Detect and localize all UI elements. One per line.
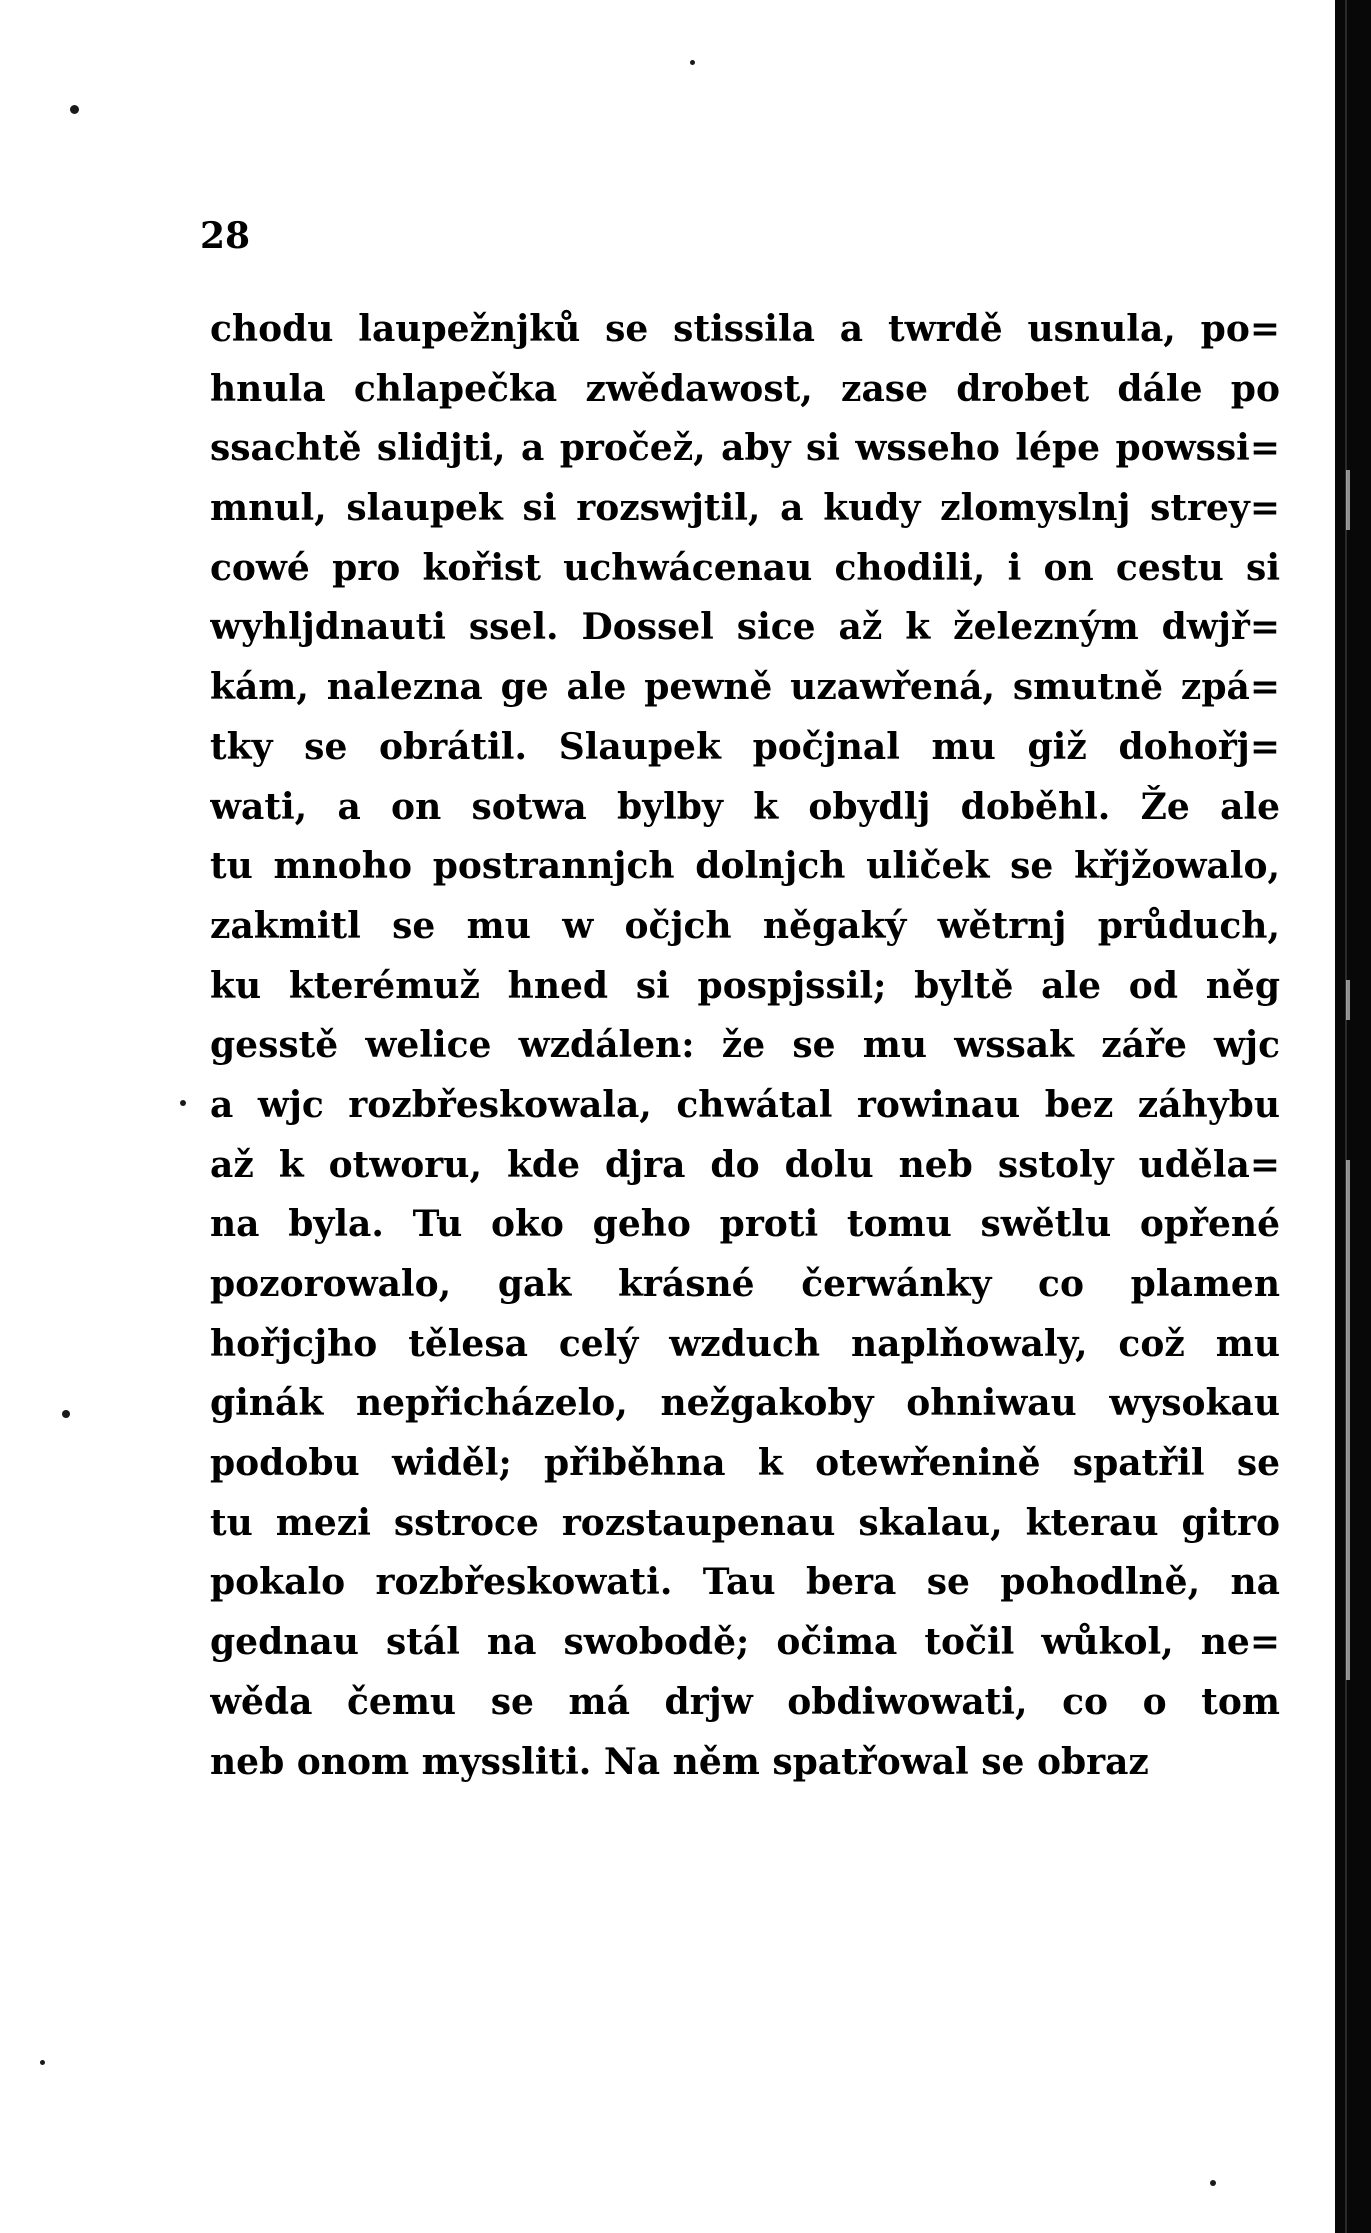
text-body: [210, 300, 1280, 1792]
text-line: na byla. Tu oko geho proti tomu swětlu opřené: [210, 1203, 1280, 1246]
text-line: tu mezi sstroce rozstaupenau skalau, kterau gitro: [210, 1501, 1280, 1544]
text-line: až k otworu, kde djra do dolu neb sstoly uděla=: [210, 1143, 1280, 1186]
paper-speck: [70, 105, 79, 114]
text-line: gesstě welice wzdálen: že se mu wssak záře wjc: [210, 1024, 1280, 1067]
text-line: chodu laupežnjků se stissila a twrdě usnula, po=: [210, 308, 1280, 350]
page-edge-highlight: [1346, 1160, 1350, 1680]
text-line: wati, a on sotwa bylby k obydlj doběhl. Že ale: [210, 785, 1280, 828]
text-line: wyhljdnauti ssel. Dossel sice až k železným dwjř=: [210, 606, 1280, 649]
text-line: ssachtě slidjti, a pročež, aby si wsseho lépe powssi=: [210, 427, 1280, 470]
text-line: hnula chlapečka zwědawost, zase drobet dále po: [210, 367, 1280, 410]
text-line: cowé pro kořist uchwácenau chodili, i on cestu si: [210, 546, 1280, 589]
paper-speck: [40, 2060, 45, 2065]
text-line: pokalo rozbřeskowati. Tau bera se pohodlně, na: [210, 1561, 1280, 1604]
paper-speck: [1210, 2180, 1216, 2186]
text-line: podobu widěl; přiběhna k otewřenině spatřil se: [210, 1442, 1280, 1485]
text-line: tu mnoho postrannjch dolnjch uliček se křjžowalo,: [210, 845, 1280, 888]
text-line: kám, nalezna ge ale pewně uzawřená, smutně zpá=: [210, 666, 1280, 709]
page-number: 28: [200, 215, 251, 257]
paper-speck: [62, 1410, 70, 1418]
page-edge-highlight: [1346, 980, 1350, 1020]
text-line: tky se obrátil. Slaupek počjnal mu giž dohořj=: [210, 725, 1280, 768]
paper-speck: [690, 60, 695, 65]
text-line: mnul, slaupek si rozswjtil, a kudy zlomyslnj strey=: [210, 487, 1280, 530]
text-line: neb onom myssliti. Na něm spatřowal se obraz: [210, 1740, 1149, 1783]
text-line: ku kterémuž hned si pospjssil; byltě ale od něg: [210, 964, 1280, 1007]
paper-speck: [180, 1100, 186, 1106]
text-line: wěda čemu se má drjw obdiwowati, co o tom: [210, 1680, 1280, 1723]
book-spine-edge: [1335, 0, 1371, 2233]
text-line: gednau stál na swobodě; očima točil wůkol, ne=: [210, 1621, 1280, 1664]
page-edge-highlight: [1346, 470, 1350, 530]
text-line: ginák nepřicházelo, nežgakoby ohniwau wysokau: [210, 1382, 1280, 1425]
text-line: hořjcjho tělesa celý wzduch naplňowaly, což mu: [210, 1322, 1280, 1365]
text-line: zakmitl se mu w očjch něgaký wětrnj průduch,: [210, 904, 1280, 947]
text-line: pozorowalo, gak krásné čerwánky co plamen: [210, 1263, 1280, 1305]
text-line: a wjc rozbřeskowala, chwátal rowinau bez záhybu: [210, 1083, 1280, 1126]
